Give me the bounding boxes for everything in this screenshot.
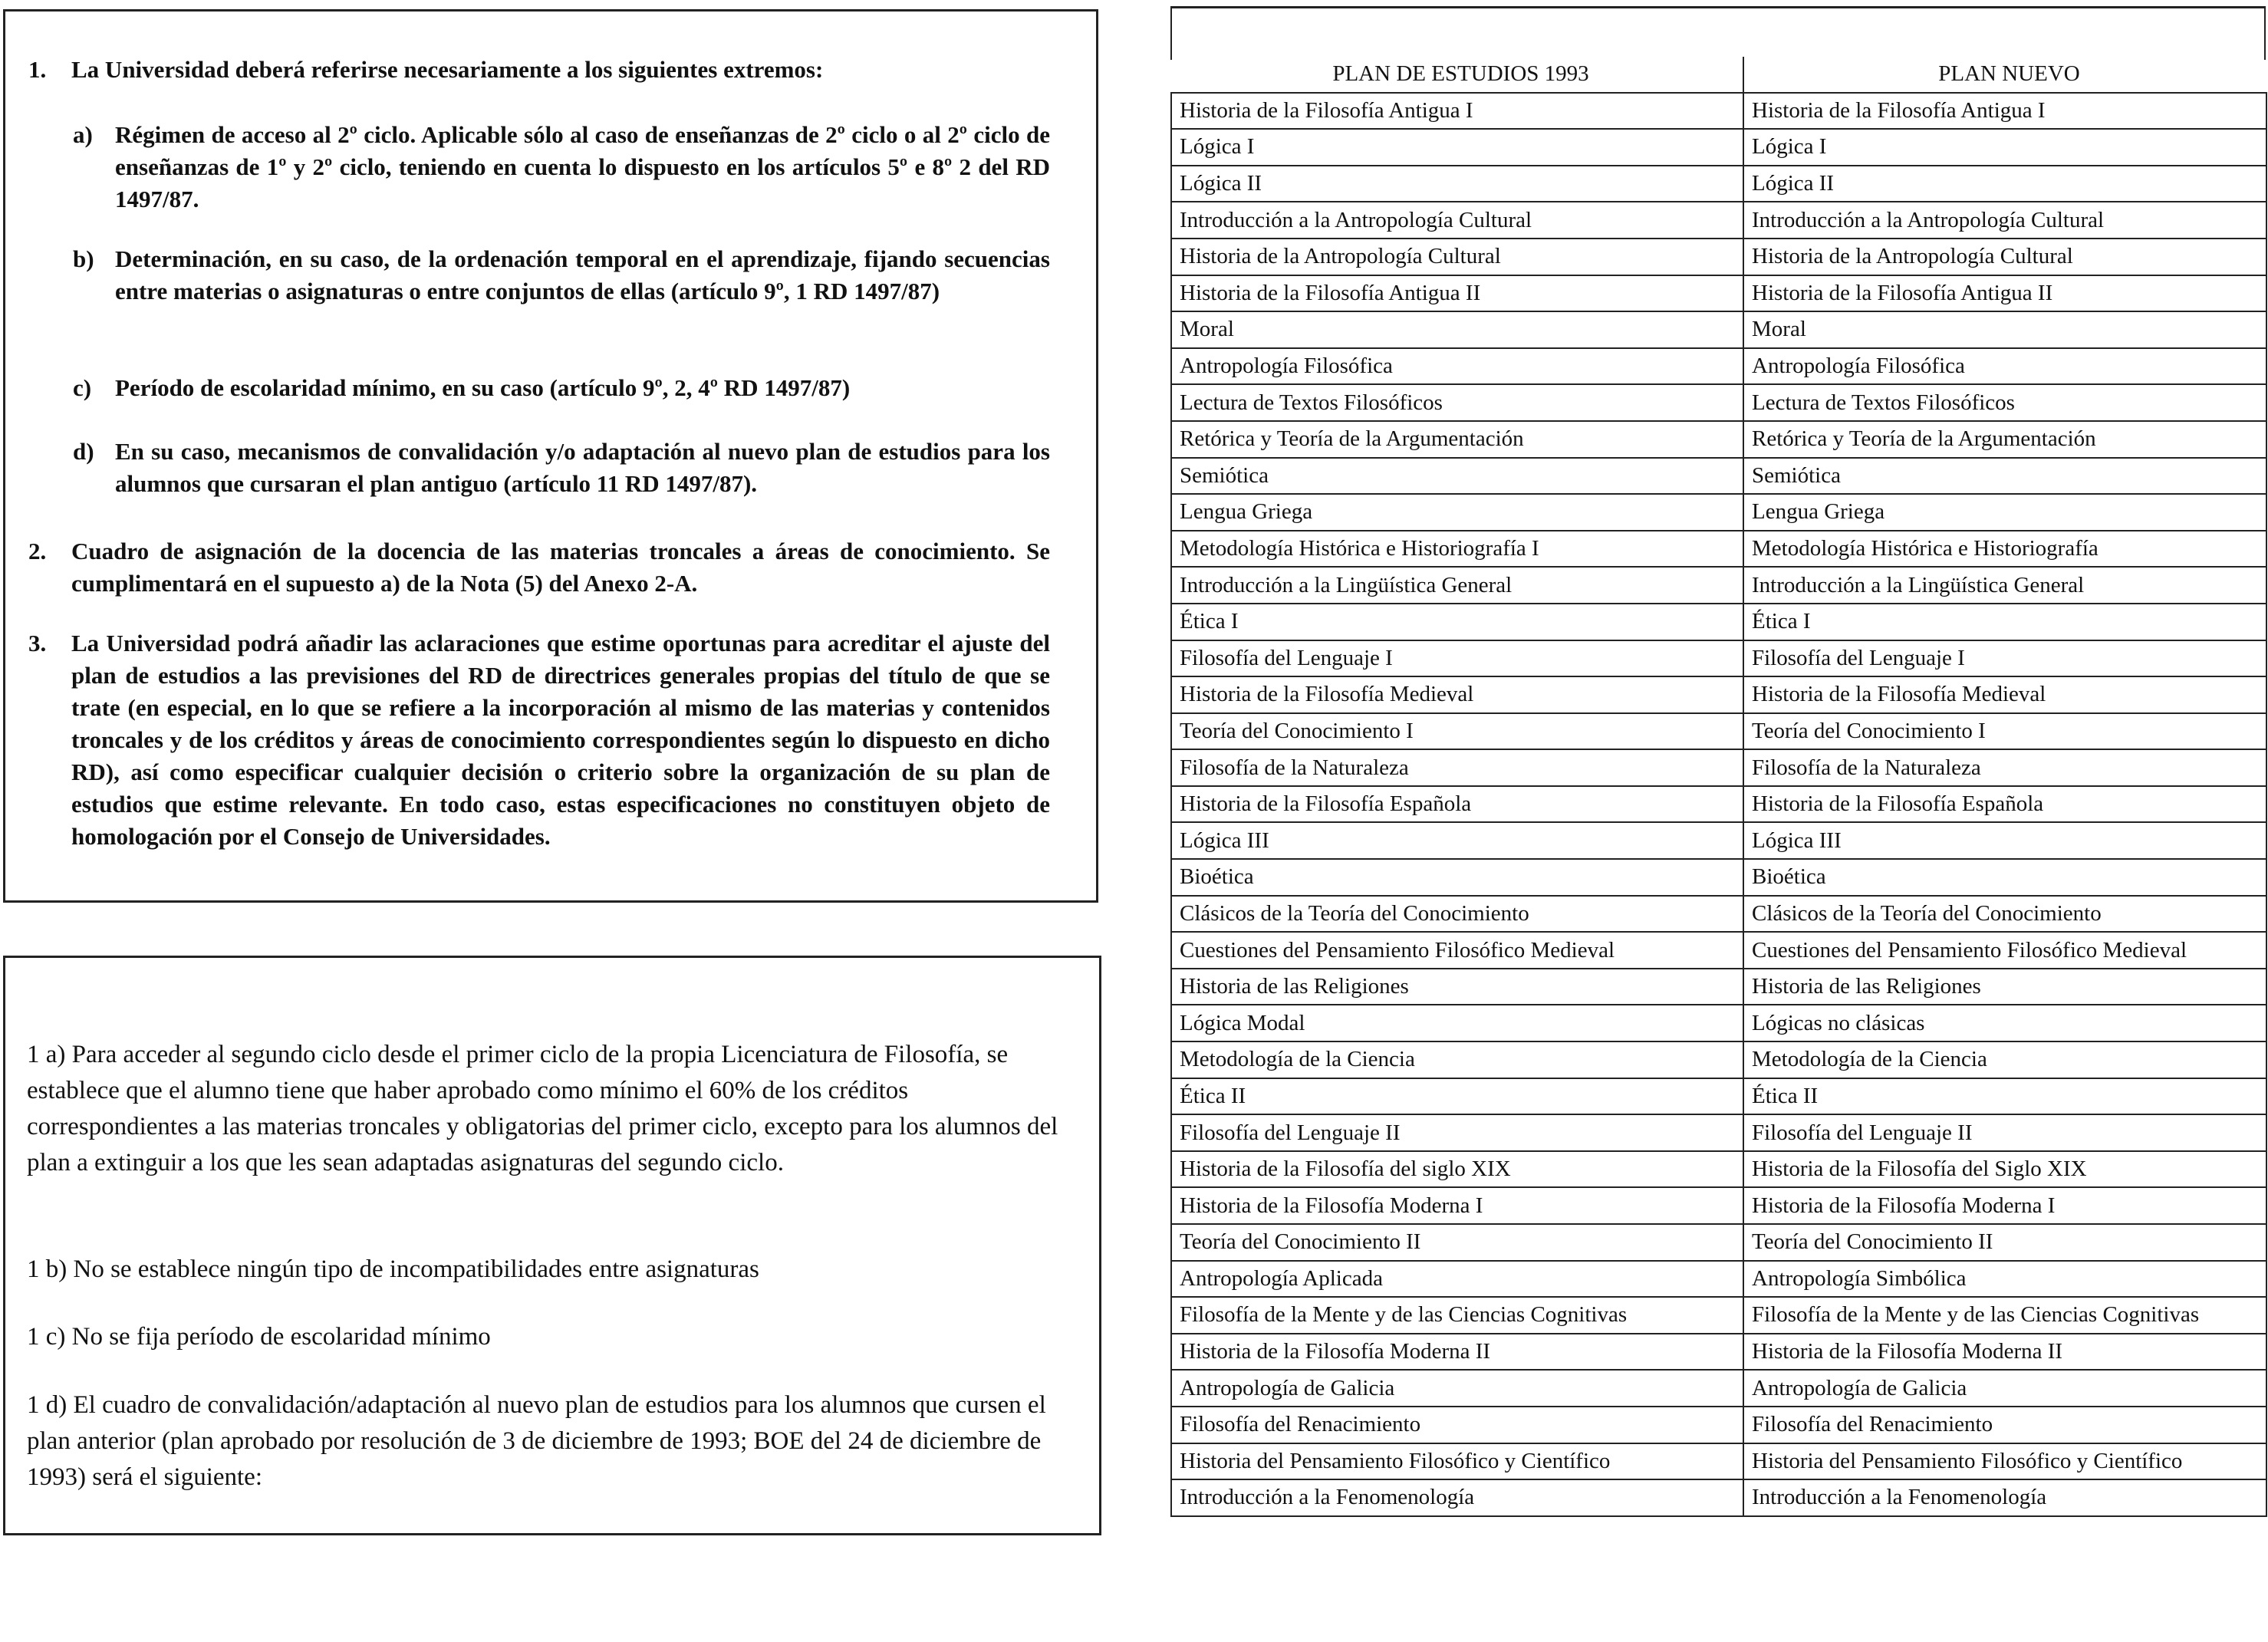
table-row bbox=[1171, 640, 2266, 677]
table-row bbox=[1171, 676, 2266, 713]
cell-plan-1993: Lengua Griega bbox=[1171, 494, 1743, 531]
table-row bbox=[1171, 822, 2266, 859]
cell-plan-nuevo: Retórica y Teoría de la Argumentación bbox=[1743, 421, 2266, 458]
cell-plan-nuevo: Historia de la Filosofía Antigua II bbox=[1743, 275, 2266, 312]
cell-plan-1993: Lógica III bbox=[1171, 822, 1743, 859]
table-row bbox=[1171, 239, 2266, 275]
table-row bbox=[1171, 1078, 2266, 1115]
answer-1a: 1 a) Para acceder al segundo ciclo desde el primer ciclo de la propia Licenciatura de Filosofía, se establece que el alumno tiene que haber aprobado como mínimo el 60% de los créditos correspondientes a las materias troncales y obligatorias del primer ciclo, excepto para los alumnos del plan a extinguir a los que les sean adaptadas asignaturas del segundo ciclo. bbox=[27, 1041, 1058, 1176]
cell-plan-1993: Filosofía de la Mente y de las Ciencias Cognitivas bbox=[1171, 1297, 1743, 1334]
subitem-a bbox=[73, 119, 1050, 216]
table-row bbox=[1171, 531, 2266, 568]
cell-plan-nuevo: Metodología de la Ciencia bbox=[1743, 1041, 2266, 1078]
cell-plan-1993: Historia de la Filosofía Española bbox=[1171, 786, 1743, 823]
answer-1d: 1 d) El cuadro de convalidación/adaptación al nuevo plan de estudios para los alumnos que cursen el plan anterior (plan aprobado por resolución de 3 de diciembre de 1993; BOE del 24 de diciembre de 1993) será el siguiente: bbox=[27, 1391, 1046, 1491]
cell-plan-1993: Lógica II bbox=[1171, 166, 1743, 202]
cell-plan-nuevo: Lógicas no clásicas bbox=[1743, 1005, 2266, 1041]
item-number: 1. bbox=[28, 56, 47, 83]
table-row bbox=[1171, 421, 2266, 458]
subitem-letter: d) bbox=[73, 438, 94, 465]
table-row bbox=[1171, 896, 2266, 933]
table-row bbox=[1171, 1005, 2266, 1041]
cell-plan-nuevo: Historia de la Filosofía Moderna I bbox=[1743, 1187, 2266, 1224]
subitem-b bbox=[73, 243, 1050, 308]
table-row bbox=[1171, 348, 2266, 385]
table-row bbox=[1171, 1261, 2266, 1298]
table-right-rule bbox=[2264, 6, 2266, 60]
cell-plan-nuevo: Lengua Griega bbox=[1743, 494, 2266, 531]
table-body bbox=[1171, 93, 2266, 1516]
table-row bbox=[1171, 1224, 2266, 1261]
table-row bbox=[1171, 713, 2266, 750]
cell-plan-1993: Antropología Filosófica bbox=[1171, 348, 1743, 385]
cell-plan-nuevo: Introducción a la Lingüística General bbox=[1743, 567, 2266, 604]
cell-plan-1993: Historia de la Filosofía del siglo XIX bbox=[1171, 1151, 1743, 1188]
cell-plan-nuevo: Filosofía del Renacimiento bbox=[1743, 1407, 2266, 1443]
subitem-text: En su caso, mecanismos de convalidación y/o adaptación al nuevo plan de estudios para los alumnos que cursaran el plan antiguo (artículo 11 RD 1497/87). bbox=[115, 438, 1050, 497]
cell-plan-1993: Antropología Aplicada bbox=[1171, 1261, 1743, 1298]
cell-plan-1993: Historia de la Filosofía Antigua I bbox=[1171, 93, 1743, 130]
table-row bbox=[1171, 1151, 2266, 1188]
table-top-rule bbox=[1170, 6, 2266, 8]
table-row bbox=[1171, 202, 2266, 239]
subitem-c bbox=[73, 372, 1050, 404]
table-row bbox=[1171, 1041, 2266, 1078]
answer-1b: 1 b) No se establece ningún tipo de incompatibilidades entre asignaturas bbox=[27, 1255, 759, 1283]
table-row bbox=[1171, 749, 2266, 786]
item-text: Cuadro de asignación de la docencia de las materias troncales a áreas de conocimiento. Se cumplimentará en el supuesto a) de la Nota (5) del Anexo 2-A. bbox=[71, 538, 1050, 597]
cell-plan-nuevo: Historia de la Filosofía Española bbox=[1743, 786, 2266, 823]
table-row bbox=[1171, 1479, 2266, 1516]
subitem-text: Período de escolaridad mínimo, en su caso (artículo 9º, 2, 4º RD 1497/87) bbox=[115, 374, 851, 401]
answer-1c: 1 c) No se fija período de escolaridad mínimo bbox=[27, 1323, 491, 1351]
table-row bbox=[1171, 129, 2266, 166]
table-row bbox=[1171, 384, 2266, 421]
cell-plan-1993: Teoría del Conocimiento II bbox=[1171, 1224, 1743, 1261]
adaptation-table-panel bbox=[1170, 6, 2266, 1526]
table-left-rule bbox=[1170, 6, 1172, 60]
cell-plan-nuevo: Antropología de Galicia bbox=[1743, 1370, 2266, 1407]
cell-plan-1993: Filosofía del Renacimiento bbox=[1171, 1407, 1743, 1443]
table-row bbox=[1171, 1407, 2266, 1443]
requirement-item-1 bbox=[28, 54, 1050, 86]
table-row bbox=[1171, 969, 2266, 1005]
cell-plan-nuevo: Cuestiones del Pensamiento Filosófico Medieval bbox=[1743, 932, 2266, 969]
cell-plan-nuevo: Lectura de Textos Filosóficos bbox=[1743, 384, 2266, 421]
subitem-letter: c) bbox=[73, 374, 92, 401]
header-plan-1993: PLAN DE ESTUDIOS 1993 bbox=[1171, 57, 1743, 93]
cell-plan-nuevo: Historia de las Religiones bbox=[1743, 969, 2266, 1005]
cell-plan-1993: Metodología Histórica e Historiografía I bbox=[1171, 531, 1743, 568]
cell-plan-nuevo: Antropología Filosófica bbox=[1743, 348, 2266, 385]
cell-plan-1993: Lógica Modal bbox=[1171, 1005, 1743, 1041]
cell-plan-1993: Metodología de la Ciencia bbox=[1171, 1041, 1743, 1078]
cell-plan-nuevo: Historia del Pensamiento Filosófico y Científico bbox=[1743, 1443, 2266, 1480]
cell-plan-1993: Historia de las Religiones bbox=[1171, 969, 1743, 1005]
header-plan-nuevo: PLAN NUEVO bbox=[1743, 57, 2266, 93]
table-row bbox=[1171, 494, 2266, 531]
cell-plan-1993: Filosofía de la Naturaleza bbox=[1171, 749, 1743, 786]
table-row bbox=[1171, 932, 2266, 969]
table-row bbox=[1171, 458, 2266, 495]
cell-plan-1993: Introducción a la Fenomenología bbox=[1171, 1479, 1743, 1516]
cell-plan-nuevo: Introducción a la Fenomenología bbox=[1743, 1479, 2266, 1516]
cell-plan-nuevo: Filosofía del Lenguaje II bbox=[1743, 1114, 2266, 1151]
cell-plan-nuevo: Historia de la Filosofía Antigua I bbox=[1743, 93, 2266, 130]
cell-plan-nuevo: Lógica I bbox=[1743, 129, 2266, 166]
cell-plan-nuevo: Filosofía del Lenguaje I bbox=[1743, 640, 2266, 677]
subitem-letter: b) bbox=[73, 245, 94, 272]
table-row bbox=[1171, 166, 2266, 202]
cell-plan-nuevo: Historia de la Antropología Cultural bbox=[1743, 239, 2266, 275]
cell-plan-nuevo: Filosofía de la Mente y de las Ciencias Cognitivas bbox=[1743, 1297, 2266, 1334]
cell-plan-1993: Bioética bbox=[1171, 859, 1743, 896]
item-number: 2. bbox=[28, 538, 47, 564]
cell-plan-1993: Historia del Pensamiento Filosófico y Científico bbox=[1171, 1443, 1743, 1480]
subitem-letter: a) bbox=[73, 121, 93, 148]
table-row bbox=[1171, 604, 2266, 640]
adaptation-table bbox=[1170, 57, 2267, 1517]
cell-plan-nuevo: Moral bbox=[1743, 311, 2266, 348]
item-text: La Universidad deberá referirse necesariamente a los siguientes extremos: bbox=[71, 56, 824, 83]
cell-plan-1993: Teoría del Conocimiento I bbox=[1171, 713, 1743, 750]
cell-plan-1993: Cuestiones del Pensamiento Filosófico Medieval bbox=[1171, 932, 1743, 969]
cell-plan-1993: Historia de la Filosofía Antigua II bbox=[1171, 275, 1743, 312]
cell-plan-nuevo: Ética I bbox=[1743, 604, 2266, 640]
cell-plan-1993: Clásicos de la Teoría del Conocimiento bbox=[1171, 896, 1743, 933]
cell-plan-1993: Lógica I bbox=[1171, 129, 1743, 166]
table-header-row bbox=[1171, 57, 2266, 93]
cell-plan-1993: Semiótica bbox=[1171, 458, 1743, 495]
cell-plan-nuevo: Metodología Histórica e Historiografía bbox=[1743, 531, 2266, 568]
cell-plan-nuevo: Clásicos de la Teoría del Conocimiento bbox=[1743, 896, 2266, 933]
cell-plan-1993: Historia de la Filosofía Medieval bbox=[1171, 676, 1743, 713]
table-row bbox=[1171, 1187, 2266, 1224]
cell-plan-1993: Antropología de Galicia bbox=[1171, 1370, 1743, 1407]
requirement-item-3 bbox=[28, 627, 1050, 853]
item-number: 3. bbox=[28, 630, 47, 656]
table-row bbox=[1171, 93, 2266, 130]
table-row bbox=[1171, 786, 2266, 823]
requirements-box bbox=[3, 9, 1098, 903]
table-row bbox=[1171, 1334, 2266, 1371]
subitem-text: Régimen de acceso al 2º ciclo. Aplicable sólo al caso de enseñanzas de 2º ciclo o al 2º ciclo de enseñanzas de 1º y 2º ciclo, teniendo en cuenta lo dispuesto en los artículos 5º e 8º 2 del RD 1497/87. bbox=[115, 121, 1050, 212]
table-row bbox=[1171, 1297, 2266, 1334]
cell-plan-nuevo: Semiótica bbox=[1743, 458, 2266, 495]
table-row bbox=[1171, 311, 2266, 348]
cell-plan-nuevo: Lógica III bbox=[1743, 822, 2266, 859]
item-text: La Universidad podrá añadir las aclaraciones que estime oportunas para acreditar el ajuste del plan de estudios a las previsiones del RD de directrices generales propias del título de que se trate (en especial, en lo que se refiere a la incorporación al mismo de las materias y contenidos troncales y de los créditos y áreas de conocimiento correspondientes según lo dispuesto en dicho RD), así como especificar cualquier decisión o criterio sobre la organización de su plan de estudios que estime relevante. En todo caso, estas especificaciones no constituyen objeto de homologación por el Consejo de Universidades. bbox=[71, 630, 1050, 850]
subitem-text: Determinación, en su caso, de la ordenación temporal en el aprendizaje, fijando secuencias entre materias o asignaturas o entre conjuntos de ellas (artículo 9º, 1 RD 1497/87) bbox=[115, 245, 1050, 304]
table-row bbox=[1171, 275, 2266, 312]
university-answers-box bbox=[3, 956, 1101, 1535]
cell-plan-1993: Introducción a la Lingüística General bbox=[1171, 567, 1743, 604]
requirement-item-2 bbox=[28, 535, 1050, 600]
cell-plan-1993: Historia de la Filosofía Moderna II bbox=[1171, 1334, 1743, 1371]
table-row bbox=[1171, 1370, 2266, 1407]
cell-plan-nuevo: Antropología Simbólica bbox=[1743, 1261, 2266, 1298]
cell-plan-nuevo: Introducción a la Antropología Cultural bbox=[1743, 202, 2266, 239]
cell-plan-1993: Lectura de Textos Filosóficos bbox=[1171, 384, 1743, 421]
cell-plan-1993: Filosofía del Lenguaje II bbox=[1171, 1114, 1743, 1151]
cell-plan-nuevo: Lógica II bbox=[1743, 166, 2266, 202]
cell-plan-nuevo: Filosofía de la Naturaleza bbox=[1743, 749, 2266, 786]
subitem-d bbox=[73, 436, 1050, 500]
cell-plan-nuevo: Teoría del Conocimiento II bbox=[1743, 1224, 2266, 1261]
cell-plan-1993: Retórica y Teoría de la Argumentación bbox=[1171, 421, 1743, 458]
cell-plan-1993: Historia de la Antropología Cultural bbox=[1171, 239, 1743, 275]
cell-plan-nuevo: Bioética bbox=[1743, 859, 2266, 896]
table-row bbox=[1171, 859, 2266, 896]
cell-plan-1993: Introducción a la Antropología Cultural bbox=[1171, 202, 1743, 239]
cell-plan-1993: Ética II bbox=[1171, 1078, 1743, 1115]
cell-plan-1993: Ética I bbox=[1171, 604, 1743, 640]
cell-plan-nuevo: Teoría del Conocimiento I bbox=[1743, 713, 2266, 750]
table-row bbox=[1171, 1114, 2266, 1151]
cell-plan-1993: Moral bbox=[1171, 311, 1743, 348]
cell-plan-1993: Filosofía del Lenguaje I bbox=[1171, 640, 1743, 677]
cell-plan-1993: Historia de la Filosofía Moderna I bbox=[1171, 1187, 1743, 1224]
cell-plan-nuevo: Historia de la Filosofía Moderna II bbox=[1743, 1334, 2266, 1371]
table-row bbox=[1171, 1443, 2266, 1480]
cell-plan-nuevo: Ética II bbox=[1743, 1078, 2266, 1115]
cell-plan-nuevo: Historia de la Filosofía Medieval bbox=[1743, 676, 2266, 713]
table-row bbox=[1171, 567, 2266, 604]
cell-plan-nuevo: Historia de la Filosofía del Siglo XIX bbox=[1743, 1151, 2266, 1188]
